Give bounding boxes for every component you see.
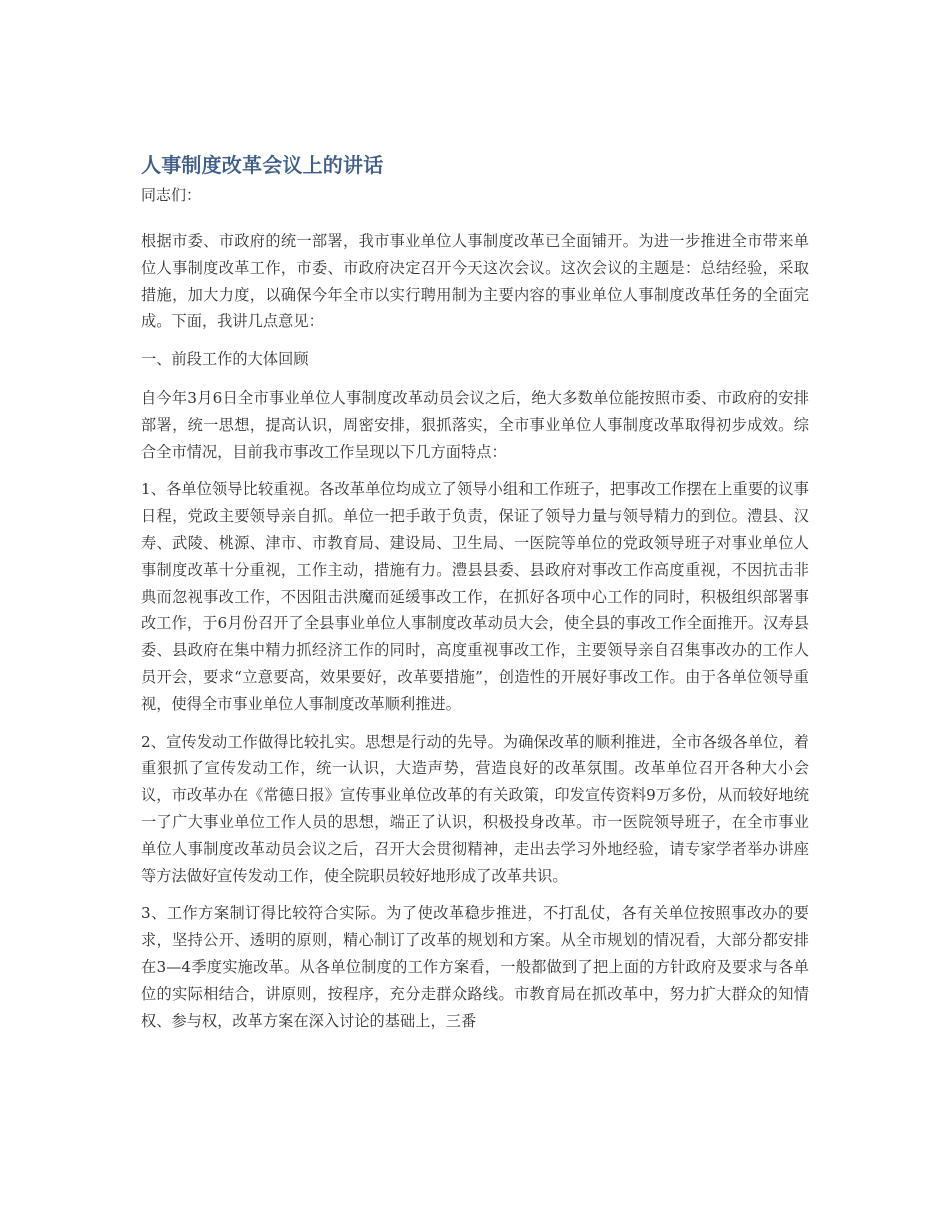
document-page [141,150,809,1034]
section-heading: 一、前段工作的大体回顾 [141,350,309,369]
paragraph-item-3: 3、工作方案制订得比较符合实际。为了使改革稳步推进，不打乱仗，各有关单位按照事改办的要求，坚持公开、透明的原则，精心制订了改革的规划和方案。从全市规划的情况看，大部分都安排在3—4季度实施改革。从各单位制度的工作方案看，一般都做到了把上面的方针政府及要求与各单位的实际相结合，讲原则，按程序，充分走群众路线。市教育局在抓改革中，努力扩大群众的知情权、参与权，改革方案在深入讨论的基础上，三番 [141,904,809,1030]
paragraph-item-2: 2、宣传发动工作做得比较扎实。思想是行动的先导。为确保改革的顺利推进，全市各级各单位，着重狠抓了宣传发动工作，统一认识，大造声势，营造良好的改革氛围。改革单位召开各种大小会议，市改革办在《常德日报》宣传事业单位改革的有关政策，印发宣传资料9万多份，从而较好地统一了广大事业单位工作人员的思想，端正了认识，积极投身改革。市一医院领导班子，在全市事业单位人事制度改革动员会议之后，召开大会贯彻精神，走出去学习外地经验，请专家学者举办讲座等方法做好宣传发动工作，使全院职员较好地形成了改革共识。 [141,732,809,885]
paragraph-item-1: 1、各单位领导比较重视。各改革单位均成立了领导小组和工作班子，把事改工作摆在上重要的议事日程，党政主要领导亲自抓。单位一把手敢于负责，保证了领导力量与领导精力的到位。澧县、汉寿、武陵、桃源、津市、市教育局、建设局、卫生局、一医院等单位的党政领导班子对事业单位人事制度改革十分重视，工作主动，措施有力。澧县县委、县政府对事改工作高度重视，不因抗击非典而忽视事改工作，不因阻击洪魔而延缓事改工作，在抓好各项中心工作的同时，积极组织部署事改工作，于6月份召开了全县事业单位人事制度改革动员大会，使全县的事改工作全面推开。汉寿县委、县政府在集中精力抓经济工作的同时，高度重视事改工作，主要领导亲自召集事改办的工作人员开会，要求“立意要高，效果要好，改革要措施”，创造性的开展好事改工作。由于各单位领导重视，使得全市事业单位人事制度改革顺利推进。 [141,480,809,713]
paragraph-intro: 根据市委、市政府的统一部署，我市事业单位人事制度改革已全面铺开。为进一步推进全市带来单位人事制度改革工作，市委、市政府决定召开今天这次会议。这次会议的主题是：总结经验，采取措施，加大力度，以确保今年全市以实行聘用制为主要内容的事业单位人事制度改革任务的全面完成。下面，我讲几点意见： [141,232,809,331]
paragraph-review: 自今年3月6日全市事业单位人事制度改革动员会议之后，绝大多数单位能按照市委、市政府的安排部署，统一思想，提高认识，周密安排，狠抓落实，全市事业单位人事制度改革取得初步成效。综合全市情况，目前我市事改工作呈现以下几方面特点： [141,388,809,461]
document-title: 人事制度改革会议上的讲话 [141,153,384,177]
greeting: 同志们： [141,186,202,204]
